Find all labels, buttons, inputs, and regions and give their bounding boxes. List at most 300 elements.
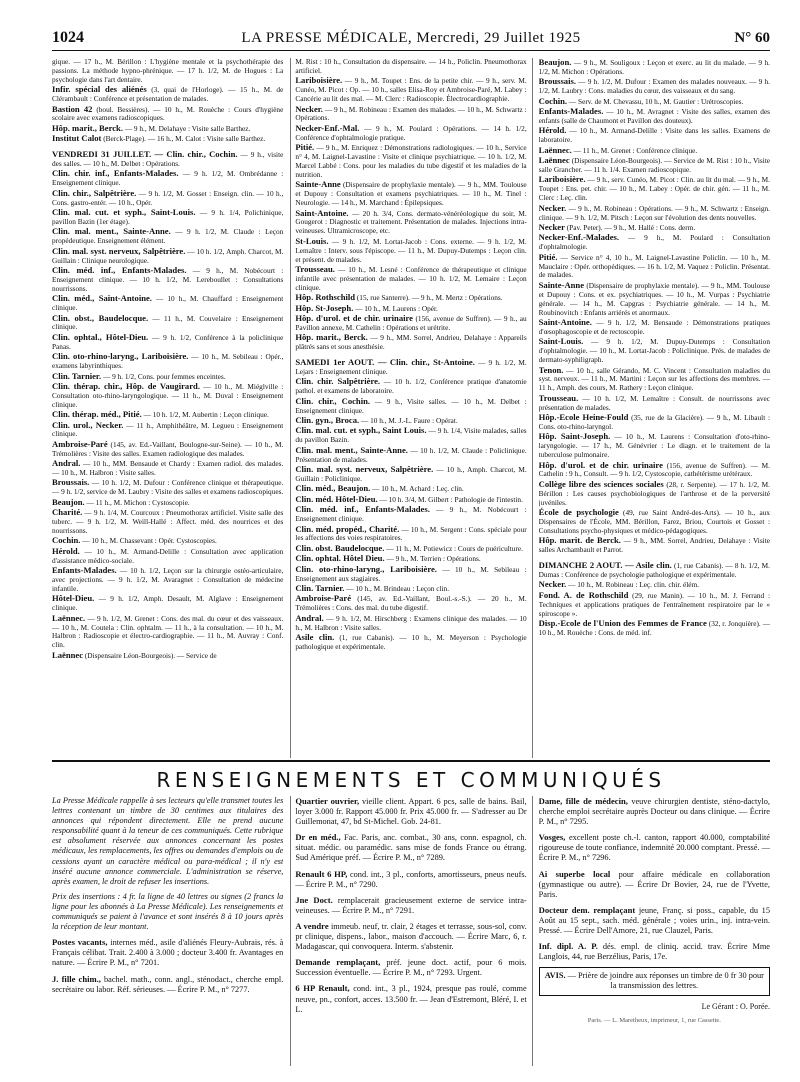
entry-text: — 10 h. 1/2, Leçon sur la chirurgie ostéo-articulaire, avec projections. — 9 h. 1/2, M. Avaragnet : Consultation de médecine infantile.	[52, 566, 284, 593]
entry-heading: Clin. ophtal., Hôtel-Dieu.	[52, 331, 149, 342]
entry-text: (35, rue de la Glacière). — 9 h., M. Libault : Cons. oto-rhino-laryngol.	[538, 413, 770, 431]
entry-text: — 9 h., M. Souligoux : Leçon et exerc. au lit du malade. — 9 h. 1/2, M. Michon : Opérations.	[538, 58, 770, 76]
entry-heading: Clin. mal. syst. nerveux, Salpêtrière.	[52, 245, 186, 256]
schedule-entry	[52, 352, 283, 371]
entry-text: — 10 h., M. J.-L. Faure : Opérat.	[360, 416, 458, 426]
schedule-entry	[52, 294, 283, 313]
entry-text: — 9 h. 1/2, M. Hirschberg : Examens clinique des malades. — 10 h., M. Halbron : Visite salles.	[295, 613, 527, 632]
entry-text: (49, rue Saint André-des-Arts). — 10 h., aux Dispensaires de l'École, MM. Bérillon, Farez, Briou, Courtois et Gosset : Consultations psycho-physiques et médico-pédagogiques.	[538, 508, 770, 535]
schedule-entry	[539, 97, 770, 107]
schedule-entry	[539, 561, 770, 580]
entry-heading: Lariboisière.	[295, 75, 343, 86]
schedule-entry	[52, 372, 283, 382]
entry-heading: Enfants-Malades.	[52, 565, 117, 576]
entry-heading: Disp.-Ecole de l'Union des Femmes de France	[538, 618, 707, 629]
schedule-column-3	[539, 58, 770, 758]
ad-lead: Vosges,	[538, 832, 566, 843]
ad-lead: 6 HP Renault,	[295, 983, 350, 994]
schedule-entry	[52, 150, 283, 169]
schedule-entry	[295, 180, 526, 208]
entry-text: (156, avenue de Suffren). — M. Cathelin : 9 h., Consult. — 9 h. 1/2, Cystoscopie, cathétérisme urétéraux.	[538, 460, 770, 479]
entry-heading: Hôp. marit. de Berck.	[538, 535, 621, 546]
schedule-column-2	[295, 58, 526, 758]
entry-heading: Clin. oto-rhino-laryng., Lariboisière.	[52, 351, 189, 362]
classified-ad	[539, 941, 770, 962]
entry-text: — 10 h. 1/2, M. Aubertin : Leçon clinique.	[143, 410, 269, 420]
entry-text: — 9 h., M. Robineau : Examen des malades. — 10 h., M. Schwartz : Opérations.	[295, 104, 527, 123]
avis-lead: AVIS.	[544, 971, 566, 981]
ad-lead: Renault 6 HP,	[295, 868, 348, 879]
schedule-entry	[295, 76, 526, 104]
entry-text: — 9 h. 1/4, Polichinique, pavillon Bazin (1er étage).	[52, 208, 284, 226]
schedule-entry	[52, 536, 283, 546]
lecture-schedule	[52, 58, 770, 758]
entry-heading: Necker-Enf.-Malades.	[538, 232, 620, 243]
entry-text: — 10 h., M. Sebileau : Opér., examens labyrinthiques.	[52, 352, 284, 371]
entry-text: — 9 h. 1/2, Amph. Desault, M. Alglave : Enseignement clinique.	[52, 594, 284, 613]
entry-heading: Institut Calot	[52, 133, 102, 144]
entry-heading: Broussais.	[52, 477, 90, 488]
notices-section	[52, 760, 770, 794]
schedule-column-1	[52, 58, 283, 758]
entry-heading: Necker-Enf.-Mal.	[295, 122, 360, 133]
classified-ad	[52, 974, 283, 995]
schedule-entry	[539, 204, 770, 223]
schedule-entry	[52, 227, 283, 246]
schedule-entry	[295, 397, 526, 416]
schedule-entry	[52, 124, 283, 134]
entry-heading: Hôp. Saint-Joseph.	[538, 431, 611, 442]
entry-text: — 10 h. 1/2, M. Dufour : Conférence clinique et thérapeutique. — 9 h. 1/2, service de M. Laubry : Visite des salles et examens radioscopiques.	[52, 478, 284, 497]
entry-text: (15, rue Santerre). — 9 h., M. Mertz : Opérations.	[356, 293, 503, 303]
entry-heading: Clin. méd., Saint-Antoine.	[52, 293, 152, 304]
entry-text: (156, avenue de Suffren). — 9 h., au Pavillon annexe, M. Cathelin : Opérations et urétrite.	[295, 313, 527, 332]
entry-heading: Clin. mal. ment., Sainte-Anne.	[295, 444, 408, 455]
entry-text: — 9 h. 1/2, M. Ombrédanne : Enseignement clinique.	[52, 169, 284, 188]
entry-heading: Clin. méd. Hôtel-Dieu.	[295, 493, 378, 504]
entry-heading: Necker.	[538, 202, 567, 213]
schedule-entry	[52, 85, 283, 104]
schedule-entry	[295, 633, 526, 652]
schedule-entry	[295, 304, 526, 314]
entry-heading: VENDREDI 31 JUILLET. — Clin. chir., Cochin.	[52, 149, 238, 160]
notice-text: jeune, Franç. si poss., capable, du 15 Août au 15 sept., sach. méd. générale ; voies urin., inj. intra-vein. Pressé. — Écrire Dell'Amore, 21, rue Clauzel, Paris.	[538, 905, 770, 936]
entry-heading: Clin. mal. cut. et syph., Saint-Louis.	[52, 207, 196, 218]
page-header	[52, 26, 770, 51]
entry-text: — 9 h., MM. Sorrel, Andrieu, Delahaye : Appareils plâtrés sans et sous anesthésie.	[295, 333, 527, 352]
schedule-entry	[295, 426, 526, 445]
schedule-entry	[539, 337, 770, 365]
notice-text: cond. int., 3 pl., 1924, presque pas roulé, comme neuve, pn., confort, acces. 13.500 fr. — Jean d'Estremont, Bléré, I. et L.	[295, 984, 527, 1014]
entry-text: — 9 h., M. Nobécourt : Enseignement clinique.	[295, 505, 527, 524]
schedule-entry	[295, 525, 526, 544]
entry-heading: Clin. urol., Necker.	[52, 419, 124, 430]
entry-text: — 10 h., MM. Bensaude et Chardy : Examen radiol. des malades. — 10 h., M. Halbron : Visite salles.	[52, 459, 284, 478]
schedule-entry	[539, 253, 770, 281]
entry-heading: Fond. A. de Rothschild	[538, 589, 629, 600]
ad-lead: Jne Doct.	[295, 894, 333, 905]
entry-text: (145, av. Ed.-Vaillant, Boulogne-sur-Seine). — 10 h., M. Trémolières : Visite des salles. Examen radiologique des malades.	[52, 439, 284, 458]
entry-text: — 9 h., M. Poulard : Opérations. — 14 h. 1/2, Conférence d'ophtalmologie pratique.	[295, 123, 527, 142]
entry-text: (Berck-Plage). — 16 h., M. Calot : Visite salle Barthez.	[103, 134, 266, 144]
classified-ad	[295, 869, 526, 890]
entry-text: — 10 h., M. Sebileau : Enseignement aux stagiaires.	[295, 564, 527, 583]
issue-number: N° 60	[734, 29, 770, 46]
entry-heading: Andral.	[52, 458, 81, 469]
schedule-entry	[295, 209, 526, 237]
entry-text: — 9 h. 1/2, Cons. pour femmes enceintes.	[102, 371, 226, 381]
entry-heading: Clin. oto-rhino-laryng., Lariboisière.	[295, 563, 437, 574]
entry-text: — 9 h., serv. Cunéo, M. Picot : Clin. au lit du mal. — 9 h., M. Toupet : Ens. pet. chir. — 10 h., M. Labey : Opér. de chir. gén. — 11 h., M. Clerc : Leç. clin.	[538, 175, 770, 203]
entry-text: — 10 h., salle Gérando, M. C. Vincent : Consultation maladies du syst. nerveux. — 11 h., M. Martini : Leçon sur les affections des membres. — 11 h., Amph. des cours, M. Rathery : Leçon clinique.	[538, 365, 770, 393]
classified-ad	[52, 937, 283, 968]
entry-heading: Clin. thérap. méd., Pitié.	[52, 409, 142, 420]
journal-title: LA PRESSE MÉDICALE, Mercredi, 29 Juillet 1925	[241, 29, 581, 46]
entry-text: — Service n° 4, 10 h., M. Laignel-Lavastine Policlin. — 10 h., M. Mauclaire : Opér. orthopédiques. — 16 h. 1/2, M. Vaquez : Policlin. Présentat. de malades.	[538, 252, 770, 280]
notice-text: Prix des insertions : 4 fr. la ligne de 40 lettres ou signes (2 francs la ligne pour les abonnés à La Presse Médicale). Les renseignements et communiqués se paient à l'avance et sont insérés 8 à 10 jours après la réception de leur montant.	[52, 891, 284, 932]
entry-text: — 9 h. 1/4, Visite malades, salles du pavillon Bazin.	[295, 426, 527, 445]
schedule-entry	[539, 146, 770, 156]
schedule-entry	[539, 175, 770, 203]
schedule-entry	[539, 126, 770, 145]
ad-lead: Ai superbe local	[538, 868, 611, 879]
schedule-entry	[52, 189, 283, 208]
classified-ad	[539, 869, 770, 900]
schedule-entry	[52, 266, 283, 294]
entry-heading: Clin. chir. inf., Enfants-Malades.	[52, 168, 179, 179]
entry-heading: Saint-Antoine.	[538, 316, 592, 327]
entry-text: — 10 h., M. Armand-Delille : Consultation avec application d'assistance médico-sociale.	[52, 546, 284, 565]
entry-text: — 10 h., M. Chassevant : Opér. Cystoscopies.	[82, 536, 217, 546]
schedule-entry	[539, 366, 770, 394]
entry-text: — 9 h. 1/4, M. Courcoux : Pneumothorax artificiel. Visite salle des tuberc. — 9 h. 1/2, M. Weill-Hallé : Affect. méd. des nourrices et des nourrissons.	[52, 508, 284, 535]
schedule-entry	[539, 281, 770, 318]
entry-heading: Saint-Antoine.	[295, 207, 349, 218]
entry-text: — 10 h., M. Sergent : Cons. spéciale pour les affections des voies respiratoires.	[295, 524, 527, 543]
entry-text: — 10 h. 1/2, Amph. Charcot, M. Guillain : Clinique neurologique.	[52, 246, 284, 265]
entry-heading: St-Louis.	[295, 235, 329, 246]
entry-text: (145, av. Ed.-Vaillant, Boul.-s.-S.). — 20 h., M. Trémolières : Cons. des mal. du tube digestif.	[295, 594, 527, 613]
entry-heading: Hôp.-Ecole Heine-Fould	[538, 412, 629, 423]
ad-lead: Postes vacants,	[52, 937, 108, 948]
notice-text: bachel. math., conn. angl., sténodact., cherche empl. secrétaire ou labor. Réf. sérieuses. — Écrire P. M., n° 7277.	[52, 974, 284, 994]
schedule-entry	[539, 508, 770, 536]
schedule-entry	[52, 382, 283, 410]
entry-text: — 10 h., M. Avragnet : Visite des salles, examen des enfants (salle de Chaumont et Pavillon des douteux).	[538, 107, 770, 125]
classified-ad	[539, 905, 770, 936]
entry-heading: Ambroise-Paré	[52, 438, 108, 449]
schedule-entry	[295, 333, 526, 352]
notice-intro	[52, 796, 283, 887]
schedule-entry	[52, 459, 283, 478]
entry-text: — 9 h., M. Terrien : Opérations.	[386, 554, 481, 564]
entry-text: (1, rue Cabanis). — 10 h., M. Meyerson : Psychologie pathologique et expérimentale.	[295, 632, 527, 651]
ad-lead: Quartier ouvrier,	[295, 796, 360, 806]
notice-text: cond. int., 3 pl., conforts, amortisseurs, pneus neufs. — Écrire P. M., n° 7290.	[295, 869, 527, 889]
entry-heading: Hôp. St-Joseph.	[295, 302, 354, 313]
schedule-entry	[52, 651, 283, 661]
schedule-entry	[52, 208, 283, 227]
ad-lead: Inf. dipl. A. P.	[538, 941, 598, 952]
entry-heading: Laënnec	[52, 649, 84, 660]
entry-text: — 9 h., M. Toupet : Ens. de la petite chir. — 9 h., serv. M. Cunéo, M. Picot : Op. — 10 h., salles Elisa-Roy et Ambroise-Paré, M. Labey : Cancérie au lit des mal. — M. Clerc : Radioscopie. Électrocardiographie.	[295, 76, 527, 104]
notices-column-3	[539, 796, 770, 1076]
entry-text: — 9 h., M. Nobécourt : Enseignement clinique. — 10 h. 1/2, M. Lereboullet : Consultations nourrissons.	[52, 266, 284, 293]
entry-heading: Saint-Louis.	[538, 336, 584, 347]
entry-text: — 10 h., M. Laurens : Opér.	[355, 303, 438, 313]
classified-ad	[295, 957, 526, 978]
entry-heading: Broussais.	[538, 76, 576, 87]
notice-text: immeub. neuf, tr. clair, 2 étages et terrasse, sous-sol, conv. pr clinique, dispens., labor., maison d'accouch. — Écrire Marc, 6, r. Madagascar, qui convoquera. Interm. s'abstenir.	[295, 921, 527, 952]
entry-heading: Trousseau.	[295, 263, 335, 274]
entry-text: — 10 h., M. Laurens : Consultation d'oto-rhino-laryngologie. — 17 h., M. Génévrier : Le diagn. et le traitement de la tuberculose pulmonaire.	[538, 432, 770, 460]
entry-heading: Clin. méd., Beaujon.	[295, 483, 371, 494]
schedule-entry	[539, 107, 770, 126]
entry-heading: Clin. méd. inf., Enfants-Malades.	[52, 265, 187, 276]
schedule-entry	[295, 544, 526, 554]
entry-text: — 11 h., M. Michon : Cystoscopie.	[86, 497, 190, 507]
entry-heading: Clin. Tarnier.	[52, 370, 102, 381]
schedule-entry	[295, 584, 526, 594]
schedule-entry	[52, 134, 283, 144]
ad-lead: Dame, fille de médecin,	[538, 796, 628, 806]
entry-text: — 9 h., M. Robineau : Opérations. — 9 h., M. Schwartz : Enseign. clinique. — 9 h. 1/2, M. Pitsch : Leçon sur l'évolution des dents nouvelles.	[538, 203, 770, 222]
entry-text: (boul. Bessières). — 10 h., M. Rouèche : Cours d'hygiène scolaire avec examens radioscopiques.	[52, 104, 284, 123]
classified-ad	[295, 895, 526, 916]
entry-heading: Clin. chir., Cochin.	[295, 395, 371, 406]
entry-heading: Clin. mal. syst. nerveux, Salpêtrière.	[295, 464, 434, 475]
printer-imprint: Paris. — L. Maretheux, imprimeur, 1, rue Cassette.	[587, 1016, 721, 1024]
notice-text: Fac. Paris, anc. combat., 30 ans, conn. espagnol, ch. situat. médic. ou paramédic. sans mise de fonds France ou étrang. Sud Amérique préf. — Écrire P. M., n° 7289.	[295, 833, 527, 863]
entry-heading: Clin. gyn., Broca.	[295, 415, 360, 426]
schedule-entry	[295, 358, 526, 377]
page-number: 1024	[52, 29, 84, 46]
entry-heading: Bastion 42	[52, 103, 93, 114]
schedule-entry	[52, 333, 283, 352]
entry-text: — 9 h. 1/2, M. Claude : Leçon propédeutique. Enseignement élément.	[52, 227, 284, 246]
schedule-entry	[539, 580, 770, 590]
schedule-entry	[52, 58, 283, 85]
schedule-entry	[52, 247, 283, 266]
entry-text: gique. — 17 h., M. Bérillon : L'hygiène mentale et la psychothérapie des passions. La méthode hypno-phrénique. — 17 h. 1/2, M. de Hogues : La psychologie dans l'art dentaire.	[52, 58, 284, 84]
entry-heading: Beaujon.	[538, 58, 572, 67]
ad-lead: Demande remplaçant,	[295, 957, 381, 968]
schedule-entry	[295, 314, 526, 333]
ad-lead: J. fille chim.,	[52, 973, 101, 984]
entry-heading: Hérold.	[538, 125, 567, 136]
entry-text: — 9 h. 1/2, M. Dufour : Examen des malades nouveaux. — 9 h. 1/2, M. Laubry : Cons. maladies du cœur, des vaisseaux et du sang.	[538, 77, 770, 96]
entry-heading: Clin. méd. propéd., Charité.	[295, 523, 400, 534]
entry-text: — 9 h., M. Delahaye : Visite salle Barthez.	[124, 123, 251, 133]
schedule-entry	[539, 58, 770, 77]
gerant-signature: Le Gérant : O. Porée.	[701, 1001, 770, 1011]
entry-heading: Laënnec.	[52, 612, 86, 623]
entry-text: — 11 h., M. Couvelaire : Enseignement clinique.	[52, 313, 284, 332]
classified-ad	[539, 832, 770, 863]
schedule-entry	[295, 594, 526, 613]
entry-heading: Hôp. marit., Berck.	[52, 122, 123, 133]
notice-text: préf. jeune doct. actif, pour 6 mois. Succession éventuelle. — Écrire P. M., n° 7293. Urgent.	[295, 958, 527, 978]
entry-heading: Lariboisière.	[538, 174, 586, 185]
entry-text: — 9 h. 1/2, M. Dupuy-Dutemps : Consultation d'ophtalmologie. — 10 h., M. Lortat-Jacob : Policlinique. Prés. de malades de dermato-syphiligraph.	[538, 337, 770, 365]
entry-heading: Pitié.	[295, 142, 315, 153]
notice-text: vieille client. Appart. 6 pcs, salle de bains. Bail, loyer 3.000 fr. Rapport 45.000 fr. Prix 45.000 fr. — S'adresser au Dr Guillemonat, 47, bd St-Michel. Gob. 24-81.	[295, 797, 527, 827]
entry-text: — 10 h., M. Brindeau : Leçon clin.	[346, 583, 450, 593]
schedule-entry	[295, 484, 526, 494]
entry-text: — 10 h. 1/2, Conférence pratique d'anatomie pathol. et examens de laboratoire.	[295, 377, 527, 396]
notices-column-1	[52, 796, 283, 1076]
entry-heading: Hôp. marit., Berck.	[295, 332, 368, 343]
schedule-entry	[52, 314, 283, 333]
notice-text: veuve chirurgien dentiste, sténo-dactylo, cherche emploi secrétaire auprès Docteur ou dans clinique. — Écrire P. M., n° 7295.	[538, 797, 770, 827]
schedule-entry	[295, 265, 526, 293]
entry-heading: Clin. obst., Baudelocque.	[52, 312, 149, 323]
entry-text: — 9 h., M. Enriquez : Démonstrations radiologiques. — 10 h., Service n° 4, M. Laignel-Lavastine : Visite et clinique psychiatrique. — 10 h. 1/2, M. Marcel Labbé : Cons. pour les maladies du tube digestif et les maladies de la nutrition.	[295, 143, 527, 179]
notice-intro	[52, 892, 283, 932]
entry-heading: Clin. obst. Baudelocque.	[295, 542, 385, 553]
entry-heading: Hôp. d'urol. et de chir. urinaire	[538, 459, 663, 470]
classified-ad	[295, 832, 526, 863]
entry-text: — 9 h. 1/2, M. Lejars : Enseignement clinique.	[295, 358, 527, 376]
entry-text: — 9 h., visite des salles. — 10 h., M. Delbet : Opérations.	[52, 150, 284, 169]
entry-heading: Enfants-Malades.	[538, 106, 604, 117]
entry-heading: Sainte-Anne	[538, 279, 585, 290]
notice-text: La Presse Médicale rappelle à ses lecteurs qu'elle transmet toutes les lettres contenant un timbre de 30 centimes aux titulaires des annonces qui répondent directement. Elle ne prend aucune responsabilité quant à la teneur de ces communiqués. Cette rubrique est absolument réservée aux annonces concernant les postes médicaux, les remplacements, les offres ou demandes d'emplois ou de cessions ayant un caractère médical ou para-médical ; il n'y est inséré aucune annonce commerciale. L'administration se réserve, après examen, le droit de refuser les insertions.	[52, 796, 284, 886]
entry-text: — 10 h., Amph. Charcot, M. Guillain : Policlinique.	[295, 465, 527, 483]
entry-heading: École de psychologie	[538, 507, 619, 518]
entry-heading: Necker	[538, 221, 565, 232]
schedule-entry	[539, 413, 770, 432]
entry-heading: Clin. mal. ment., Sainte-Anne.	[52, 226, 171, 237]
schedule-entry	[295, 237, 526, 265]
schedule-entry	[52, 614, 283, 651]
entry-heading: Andral.	[295, 612, 324, 623]
schedule-entry	[539, 77, 770, 96]
entry-text: — 10 h., M. Robineau : Leç. clin. chir. élém.	[568, 580, 700, 590]
entry-text: — 10 h., M. Miéglville : Consultation oto-rhino-laryngologique. — 11 h., M. Duval : Enseignement clinique.	[52, 381, 284, 409]
entry-heading: Pitié.	[538, 251, 558, 262]
classified-ad	[295, 796, 526, 827]
entry-text: (Dispensaire Léon-Bourgeois). — Service de	[84, 650, 217, 660]
schedule-entry	[52, 508, 283, 536]
schedule-entry	[52, 498, 283, 508]
avis-box	[539, 967, 770, 995]
entry-text: — 11 h., Amphithéâtre, M. Legueu : Enseignement clinique.	[52, 420, 284, 439]
entry-text: — 9 h., Visite salles. — 10 h., M. Delbet : Enseignement clinique.	[295, 396, 527, 415]
entry-text: — 10 h., M. Achard : Leç. clin.	[372, 484, 464, 494]
schedule-entry	[52, 105, 283, 124]
entry-text: (3, quai de l'Horloge). — 15 h., M. de Clérambault : Conférence et présentation de malades.	[52, 85, 284, 104]
entry-text: — 9 h. 1/2, Conférence à la policlinique Panas.	[52, 332, 284, 351]
ad-lead: A vendre	[295, 920, 329, 931]
entry-heading: Hôtel-Dieu.	[52, 593, 95, 604]
entry-heading: Clin. chir. Salpêtrière.	[295, 376, 381, 387]
notice-text: internes méd., asile d'aliénés Fleury-Aubrais, rés. à Français célibat. Trait. 2.400 à 3.000 ; docteur 3.400 fr. Avantages en nature. — Écrire P. M., n° 7201.	[52, 938, 284, 968]
entry-text: (Pav. Peter). — 9 h., M. Hallé : Cons. derm.	[566, 222, 696, 232]
entry-heading: Sainte-Anne	[295, 179, 341, 190]
schedule-entry	[295, 377, 526, 396]
entry-heading: Collège libre des sciences sociales	[538, 478, 664, 489]
entry-heading: Tenon.	[538, 364, 564, 375]
entry-text: — 10 h., M. Chauffard : Enseignement clinique.	[52, 294, 284, 313]
schedule-entry	[295, 105, 526, 124]
classified-ad	[295, 983, 526, 1014]
entry-heading: Hôp. d'urol. et de chir. urinaire	[295, 312, 413, 323]
schedule-entry	[52, 410, 283, 420]
entry-heading: Clin. Tarnier.	[295, 582, 345, 593]
schedule-entry	[539, 461, 770, 480]
entry-text: (Dispensaire de prophylaxie mentale). — 9 h., MM. Toulouse et Dupouy : Consultation et examens psychiatriques. — 10 h., M. Tinel : Neurologie. — 14 h., M. Marchand : Épilepsiques.	[295, 180, 527, 208]
entry-text: — 9 h. 1/2, M. Grenet : Cons. des mal. du cœur et des vaisseaux. — 10 h., M. Coutela : Clin. ophtalm. — 11 h., à la consultation. — 10 h., M. Halbron : Radioscopie et électro-cardiographie. — 11 h., M. Auvray : Conf. clin.	[52, 613, 284, 650]
schedule-entry	[295, 58, 526, 76]
entry-heading: Cochin.	[52, 535, 81, 546]
schedule-entry	[539, 619, 770, 638]
schedule-entry	[539, 480, 770, 508]
entry-heading: SAMEDI 1er AOUT. — Clin. chir., St-Antoine.	[295, 357, 475, 368]
entry-heading: Hérold.	[52, 545, 80, 556]
entry-text: — 10 h. 3/4, M. Gilbert : Pathologie de l'intestin.	[379, 494, 523, 504]
entry-heading: Beaujon.	[52, 496, 85, 507]
entry-text: (1, rue Cabanis). — 8 h. 1/2, M. Dumas : Conférence de psychologie pathologique et expérimentale.	[538, 561, 770, 580]
entry-heading: Laënnec.	[538, 144, 572, 155]
schedule-entry	[539, 223, 770, 233]
entry-text: — 10 h., M. Lesné : Conférence de thérapeutique et clinique infantile avec présentation de malades. — 10 h. 1/2, M. Lemaire : Leçon clinique.	[295, 264, 527, 292]
classified-notices	[52, 796, 770, 1076]
classified-ad	[295, 921, 526, 952]
notices-column-2	[295, 796, 526, 1076]
schedule-entry	[295, 446, 526, 465]
ad-lead: Dr en méd.,	[295, 832, 341, 843]
entry-text: — 9 h., M. Poulard : Consultation d'ophtalmologie.	[538, 233, 770, 252]
entry-heading: Necker.	[538, 579, 567, 590]
entry-text: — 11 h., M. Grenet : Conférence clinique.	[573, 145, 698, 155]
entry-text: — 10 h. 1/2, M. Claude : Policlinique. Présentation de malades.	[295, 445, 527, 464]
schedule-entry	[539, 591, 770, 619]
schedule-entry	[295, 495, 526, 505]
schedule-entry	[295, 293, 526, 303]
entry-text: — 10 h., M. Armand-Delille : Visite dans les salles. Examens de laboratoire.	[538, 126, 770, 145]
schedule-entry	[52, 547, 283, 566]
entry-text: (Dispensaire Léon-Bourgeois). — Service de M. Rist : 10 h., Visite salle Grancher. — 11 h. 1/4. Examen radioscopique.	[538, 156, 770, 174]
schedule-entry	[295, 416, 526, 426]
entry-text: (28, r. Serpente). — 17 h. 1/2, M. Bérillon : Les causes psychobiologiques de l'arthrose et de la perversité juvéniles.	[538, 479, 770, 507]
schedule-entry	[52, 594, 283, 613]
entry-text: (29, rue Manin). — 10 h., M. J. Ferrand : Techniques et applications pratiques de l'entraînement respiratoire par le « spiroscope ».	[538, 590, 770, 618]
entry-text: — 20 h. 3/4, Cons. dermato-vénéréologique du soir, M. Gougerot : Diagnostic et traitement. Présentation de malades. Injections intra-veineuses. Ultramicroscope, etc.	[295, 208, 527, 236]
schedule-entry	[52, 169, 283, 188]
entry-heading: Trousseau.	[538, 392, 579, 403]
entry-heading: Infir. spécial des aliénés	[52, 84, 147, 95]
entry-text: — 11 h., M. Potiewicz : Cours de puériculture.	[386, 543, 523, 553]
schedule-entry	[539, 536, 770, 555]
schedule-entry	[295, 565, 526, 584]
schedule-entry	[295, 124, 526, 143]
schedule-entry	[539, 318, 770, 337]
avis-text: — Prière de joindre aux réponses un timbre de 0 fr 30 pour la transmission des lettres.	[567, 971, 764, 991]
entry-heading: Ambroise-Paré	[295, 593, 352, 604]
schedule-entry	[295, 143, 526, 180]
notice-text: remplacerait gracieusement externe de service intra-veineuses. — Écrire P. M., n° 7291.	[295, 895, 527, 915]
schedule-entry	[52, 421, 283, 440]
schedule-entry	[52, 566, 283, 594]
schedule-entry	[295, 505, 526, 524]
schedule-entry	[539, 233, 770, 252]
notice-text: excellent poste ch.-l. canton, rapport 40.000, comptabilité rigoureuse de toute confiance, indemnité 20.000 comptant. Pressé. — Écrire P. M., n° 7296.	[538, 833, 770, 863]
entry-heading: DIMANCHE 2 AOUT. — Asile clin.	[538, 560, 672, 571]
entry-text: — 9 h. 1/2, M. Gosset : Enseign. clin. — 10 h., Cons. gastro-entér. — 10 h., Opér.	[52, 188, 284, 207]
entry-text: — Serv. de M. Chevassu, 10 h., M. Gautier : Urétroscopies.	[568, 96, 744, 106]
entry-heading: Hôp. Rothschild	[295, 292, 356, 303]
